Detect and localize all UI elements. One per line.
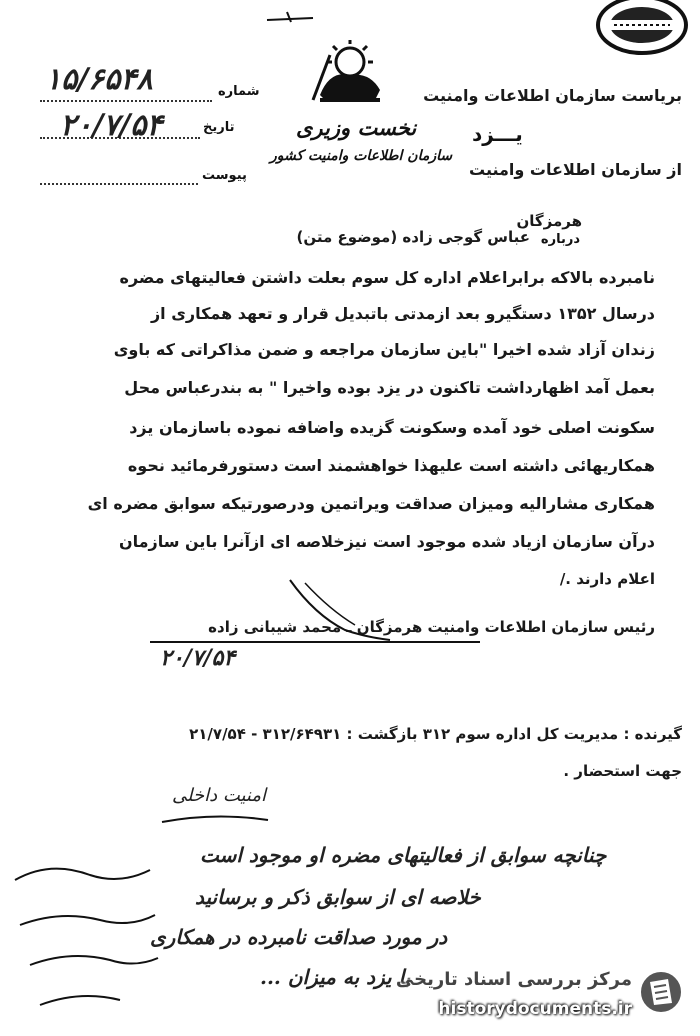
body-line-3: زندان آزاد شده اخیرا "باین سازمان مراجعه و ضمن مذاکراتی که باوی: [113, 340, 655, 359]
handwritten-note-5: با یزد به میزان ...: [260, 965, 411, 989]
org-line: بریاست سازمان اطلاعات وامنیت: [423, 86, 682, 105]
body-line-2: درسال ۱۳۵۲ دستگیرو بعد ازمدتی باتبدیل قرار و تعهد همکاری از: [150, 304, 655, 323]
handwritten-note-2: چنانچه سوابق از فعالیتهای مضره او موجود است: [200, 843, 607, 867]
attachment-label: پیوست: [202, 168, 247, 183]
date-label: تاریخ: [203, 120, 235, 135]
handwritten-underline: [160, 812, 270, 826]
body-line-9: اعلام دارند ./: [559, 570, 655, 588]
about-value: عباس گوجی زاده (موضوع متن): [296, 228, 530, 246]
recipient-line: گیرنده : مدیریت کل اداره سوم ۳۱۲ بازگشت : ۳۱۲/۶۴۹۳۱ - ۲۱/۷/۵۴: [189, 725, 682, 743]
handwritten-margin-scribbles: [10, 840, 160, 1020]
date-value: ۲۰/۷/۵۴: [60, 108, 163, 143]
about-label: درباره: [540, 232, 580, 247]
recipient-purpose: جهت استحضار .: [563, 762, 682, 780]
seal-stamp: [592, 0, 692, 60]
signature-handwritten-date: ۲۰/۷/۵۴: [160, 645, 236, 671]
classification: هرمزگان: [516, 212, 582, 230]
handwritten-note-3: خلاصه ای از سوابق ذکر و برسانید: [195, 885, 481, 909]
handwritten-note-1: امنیت داخلی: [172, 785, 267, 806]
from-line: از سازمان اطلاعات وامنیت: [469, 160, 682, 179]
to-label: یـــزد: [472, 122, 523, 146]
body-line-5: سکونت اصلی خود آمده وسکونت گزیده واضافه نموده باسازمان یزد: [129, 418, 655, 437]
top-mark: [265, 10, 315, 25]
body-line-1: نامبرده بالاکه برابراعلام اداره کل سوم بعلت داشتن فعالیتهای مضره: [119, 268, 655, 287]
watermark: [380, 965, 690, 1030]
watermark-url: historydocuments.ir: [438, 999, 632, 1019]
body-line-6: همکاریهائی داشته است علیهذا خواهشمند است دستورفرمائید نحوه: [127, 456, 655, 475]
body-line-7: همکاری مشارالیه ومیزان صداقت ویراتمین ودرصورتیکه سوابق مضره ای: [87, 494, 655, 513]
attachment-dots: [40, 183, 198, 185]
stamp-top-text: نخست وزیری: [296, 115, 417, 140]
signature-scribble: [285, 575, 395, 645]
body-line-8: درآن سازمان ازیاد شده موجود است نیزخلاصه ای ازآنرا باین سازمان: [118, 532, 655, 551]
number-dots: [40, 100, 212, 102]
signature-line: رئیس سازمان اطلاعات وامنیت هرمزگان ـ محمد شیبانی زاده: [208, 618, 655, 636]
handwritten-note-4: در مورد صداقت نامبرده در همکاری: [150, 925, 448, 949]
body-line-4: بعمل آمد اظهارداشت تاکنون در یزد بوده واخیرا " به بندرعباس محل: [124, 378, 655, 397]
stamp-bottom-text: سازمان اطلاعات وامنیت کشور: [270, 148, 453, 164]
number-value: ۱۵/۶۵۴۸: [45, 62, 153, 97]
watermark-logo-icon: [638, 967, 684, 1017]
number-label: شماره: [218, 84, 260, 99]
watermark-title: مرکز بررسی اسناد تاریخی: [395, 969, 632, 990]
lion-and-sun-emblem: [305, 40, 390, 105]
